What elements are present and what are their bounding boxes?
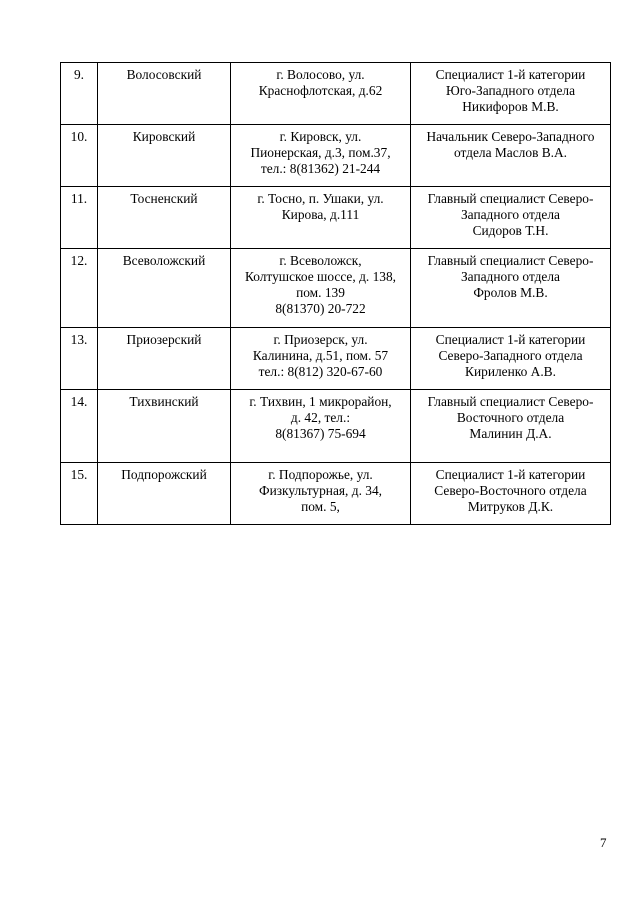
responsible-line: Малинин Д.А. (469, 426, 552, 441)
table-row (61, 187, 611, 249)
address-line: Колтушское шоссе, д. 138, (244, 269, 397, 284)
responsible-cell (411, 249, 611, 328)
address-line: 8(81370) 20-722 (275, 301, 366, 316)
responsible-cell (411, 125, 611, 187)
table-row (61, 249, 611, 328)
table-row (61, 463, 611, 525)
row-number: 14. (61, 390, 98, 463)
responsible-line: Никифоров М.В. (462, 99, 559, 114)
district-name: Кировский (98, 125, 231, 187)
departments-table (60, 62, 611, 525)
address-cell (231, 249, 411, 328)
responsible-line: Западного отдела (460, 269, 561, 284)
address-cell (231, 328, 411, 390)
row-number: 12. (61, 249, 98, 328)
responsible-cell (411, 187, 611, 249)
table-row (61, 390, 611, 463)
address-line: Краснофлотская, д.62 (258, 83, 383, 98)
address-line: Пионерская, д.3, пом.37, (250, 145, 391, 160)
row-number: 9. (61, 63, 98, 125)
address-cell (231, 187, 411, 249)
address-line: пом. 5, (301, 499, 340, 514)
responsible-cell (411, 390, 611, 463)
responsible-cell (411, 63, 611, 125)
page-number: 7 (600, 835, 607, 850)
responsible-line: Кириленко А.В. (465, 364, 556, 379)
address-line: г. Волосово, ул. (276, 67, 365, 82)
responsible-cell (411, 328, 611, 390)
responsible-line: Северо-Восточного отдела (434, 483, 587, 498)
address-line: г. Кировск, ул. (279, 129, 362, 144)
responsible-line: Специалист 1-й категории (435, 67, 586, 82)
address-line: г. Тихвин, 1 микрорайон, (249, 394, 392, 409)
responsible-line: Фролов М.В. (473, 285, 548, 300)
address-line: тел.: 8(812) 320-67-60 (258, 364, 383, 379)
responsible-line: Главный специалист Северо- (427, 253, 594, 268)
district-name: Тосненский (98, 187, 231, 249)
address-cell (231, 63, 411, 125)
row-number: 15. (61, 463, 98, 525)
address-line: тел.: 8(81362) 21-244 (260, 161, 381, 176)
address-line: д. 42, тел.: (290, 410, 351, 425)
responsible-cell (411, 463, 611, 525)
responsible-line: Сидоров Т.Н. (472, 223, 549, 238)
address-line: Физкультурная, д. 34, (258, 483, 382, 498)
district-name: Подпорожский (98, 463, 231, 525)
address-cell (231, 390, 411, 463)
row-number: 13. (61, 328, 98, 390)
responsible-line: отдела Маслов В.А. (453, 145, 568, 160)
table-row (61, 63, 611, 125)
district-name: Всеволожский (98, 249, 231, 328)
row-number: 10. (61, 125, 98, 187)
address-line: г. Всеволожск, (279, 253, 362, 268)
responsible-line: Западного отдела (460, 207, 561, 222)
address-cell (231, 125, 411, 187)
address-line: г. Тосно, п. Ушаки, ул. (257, 191, 384, 206)
address-line: г. Приозерск, ул. (273, 332, 368, 347)
responsible-line: Специалист 1-й категории (435, 467, 586, 482)
responsible-line: Главный специалист Северо- (427, 394, 594, 409)
responsible-line: Начальник Северо-Западного (426, 129, 595, 144)
responsible-line: Специалист 1-й категории (435, 332, 586, 347)
district-name: Тихвинский (98, 390, 231, 463)
responsible-line: Главный специалист Северо- (427, 191, 594, 206)
responsible-line: Восточного отдела (456, 410, 565, 425)
district-name: Волосовский (98, 63, 231, 125)
address-cell (231, 463, 411, 525)
address-line: г. Подпорожье, ул. (268, 467, 373, 482)
table-row (61, 125, 611, 187)
table-row (61, 328, 611, 390)
district-name: Приозерский (98, 328, 231, 390)
row-number: 11. (61, 187, 98, 249)
address-line: Кирова, д.111 (281, 207, 360, 222)
responsible-line: Северо-Западного отдела (438, 348, 583, 363)
responsible-line: Юго-Западного отдела (445, 83, 576, 98)
address-line: Калинина, д.51, пом. 57 (252, 348, 389, 363)
address-line: 8(81367) 75-694 (275, 426, 366, 441)
address-line: пом. 139 (296, 285, 345, 300)
responsible-line: Митруков Д.К. (467, 499, 554, 514)
